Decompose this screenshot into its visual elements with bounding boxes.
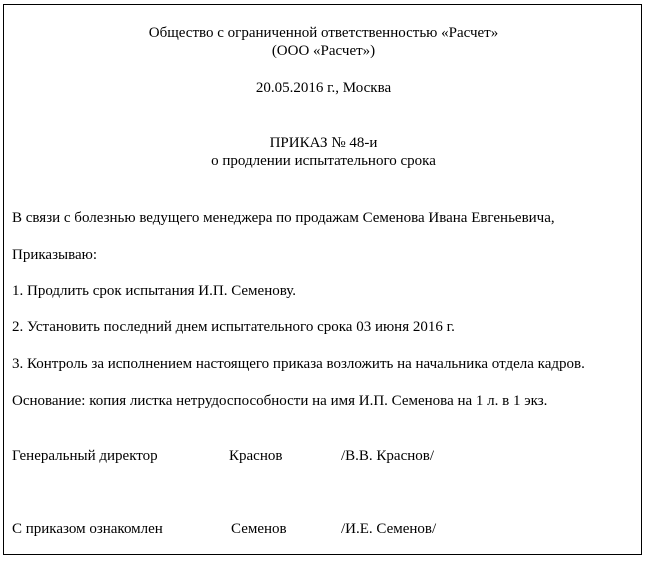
- acknowledged-name: /И.Е. Семенов/: [341, 521, 437, 537]
- acknowledged-title: С приказом ознакомлен: [12, 521, 163, 537]
- order-word: Приказываю:: [12, 247, 97, 263]
- order-basis: Основание: копия листка нетрудоспособности на имя И.П. Семенова на 1 л. в 1 экз.: [12, 393, 548, 409]
- order-item-2: 2. Установить последний днем испытательного срока 03 июня 2016 г.: [12, 319, 455, 335]
- director-name: /В.В. Краснов/: [341, 448, 435, 464]
- order-subject: о продлении испытательного срока: [211, 153, 436, 169]
- order-item-1: 1. Продлить срок испытания И.П. Семенову.: [12, 283, 297, 299]
- order-reason: В связи с болезнью ведущего менеджера по продажам Семенова Ивана Евгеньевича,: [12, 210, 555, 226]
- date-place: 20.05.2016 г., Москва: [255, 80, 392, 96]
- director-title: Генеральный директор: [12, 448, 158, 464]
- order-item-3: 3. Контроль за исполнением настоящего приказа возложить на начальника отдела кадров.: [12, 356, 585, 372]
- order-title: ПРИКАЗ № 48-и: [269, 135, 378, 151]
- company-name: Общество с ограниченной ответственностью «Расчет»: [148, 25, 499, 41]
- director-signature: Краснов: [229, 448, 283, 464]
- company-short-name: (ООО «Расчет»): [271, 43, 376, 59]
- acknowledged-signature: Семенов: [231, 521, 287, 537]
